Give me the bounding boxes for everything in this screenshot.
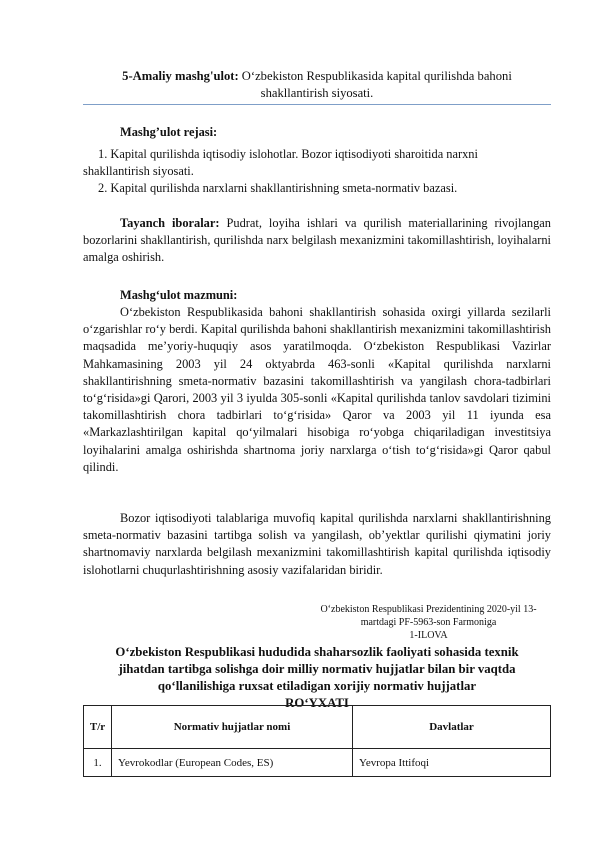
content-paragraph-1: O‘zbekiston Respublikasida bahoni shakllantirish sohasida oxirgi yillarda sezilarli o‘zgarishlar ro‘y berdi. Kapital qurilishda bahoni shakllantirish mexanizmini takomillashtirish maqsadida me’yoriy-huquqiy asos yaratilmoqda. O‘zbekiston Respublikasi Vazirlar Mahkamasining 2003 yil 24 oktyabrda 463-sonli «Kapital qurilishda narxlarni shakllantirishning smeta-normativ bazasini takomillashtirish va yangilash chora-tadbirlari to‘g‘risida»gi Qarori, 2003 yil 3 iyulda 305-sonli «Kapital qurilishda tanlov savdolari tizimini takomillashtirish chora tadbirlari to‘g‘risida» Qaror va 2003 yil 11 iyunda esa «Markazlashtirilgan kapital qo‘yilmalari hisobiga ro‘yobga chiqariladigan investitsiya loyihalarini amalga oshirishda shartnoma joriy narxlarga o‘tish to‘g‘risida»gi Qaror qabul qilindi. [83,305,551,474]
decree-line3: 1-ILOVA [409,630,448,641]
row-document-name: Yevrokodlar (European Codes, ES) [112,749,353,777]
keywords-paragraph [83,215,551,267]
list-title-line4: RO‘YXATI [285,696,349,710]
keywords-text: Pudrat, loyiha ishlari va qurilish materiallarining rivojlangan bozorlarini shakllantirish, qurilishda narx belgilash mexanizmini takomillashtirish, loyihalarni amalga oshirish. [83,216,551,265]
table-header-row [84,706,551,749]
title-line2: shakllantirish siyosati. [260,86,374,100]
title-divider [83,104,551,105]
decree-line2: martdagi PF-5963-son Farmoniga [360,617,497,628]
row-country: Yevropa Ittifoqi [353,749,551,777]
plan-heading: Mashg’ulot rejasi: [120,125,218,139]
plan-item-1-line1: 1. Kapital qurilishda iqtisodiy islohotlar. Bozor iqtisodiyoti sharoitida narxni [98,147,478,161]
decree-line1: O‘zbekiston Respublikasi Prezidentining 2020-yil 13- [320,604,537,615]
title-line1: O‘zbekiston Respublikasida kapital qurilishda bahoni [238,69,512,83]
list-title [83,644,551,712]
page-title [83,68,551,102]
content-paragraph-2: Bozor iqtisodiyoti talablariga muvofiq kapital qurilishda narxlarni shakllantirishning smeta-normativ bazasini tartibga solish va yangilash, ob’yektlar qurilishi qiymatini joriy shartnomaviy narxlarda belgilash mexanizmini takomillashtirish kapital qurilishda iqtisodiy islohotlarni chuqurlashtirishning asosiy vazifalaridan biridir. [83,511,551,577]
list-title-line1: O‘zbekiston Respublikasi hududida shaharsozlik faoliyati sohasida texnik [115,645,519,659]
table-row [84,749,551,777]
plan-item-2: 2. Kapital qurilishda narxlarni shakllantirishning smeta-normativ bazasi. [98,181,458,195]
content-heading: Mashg‘ulot mazmuni: [120,288,238,302]
header-countries: Davlatlar [353,706,551,749]
decree-reference [306,603,551,642]
keywords-label: Tayanch iboralar: [120,216,220,230]
list-title-line2: jihatdan tartibga solishga doir milliy normativ hujjatlar bilan bir vaqtda [118,662,516,676]
list-title-line3: qo‘llanilishiga ruxsat etiladigan xorijiy normativ hujjatlar [157,679,477,693]
header-number: T/r [84,706,112,749]
row-number: 1. [84,749,112,777]
title-label: 5-Amaliy mashg'ulot: [122,69,239,83]
plan-item-1-line2: shakllantirish siyosati. [83,164,194,178]
normative-documents-table [83,705,551,777]
header-document-name: Normativ hujjatlar nomi [112,706,353,749]
